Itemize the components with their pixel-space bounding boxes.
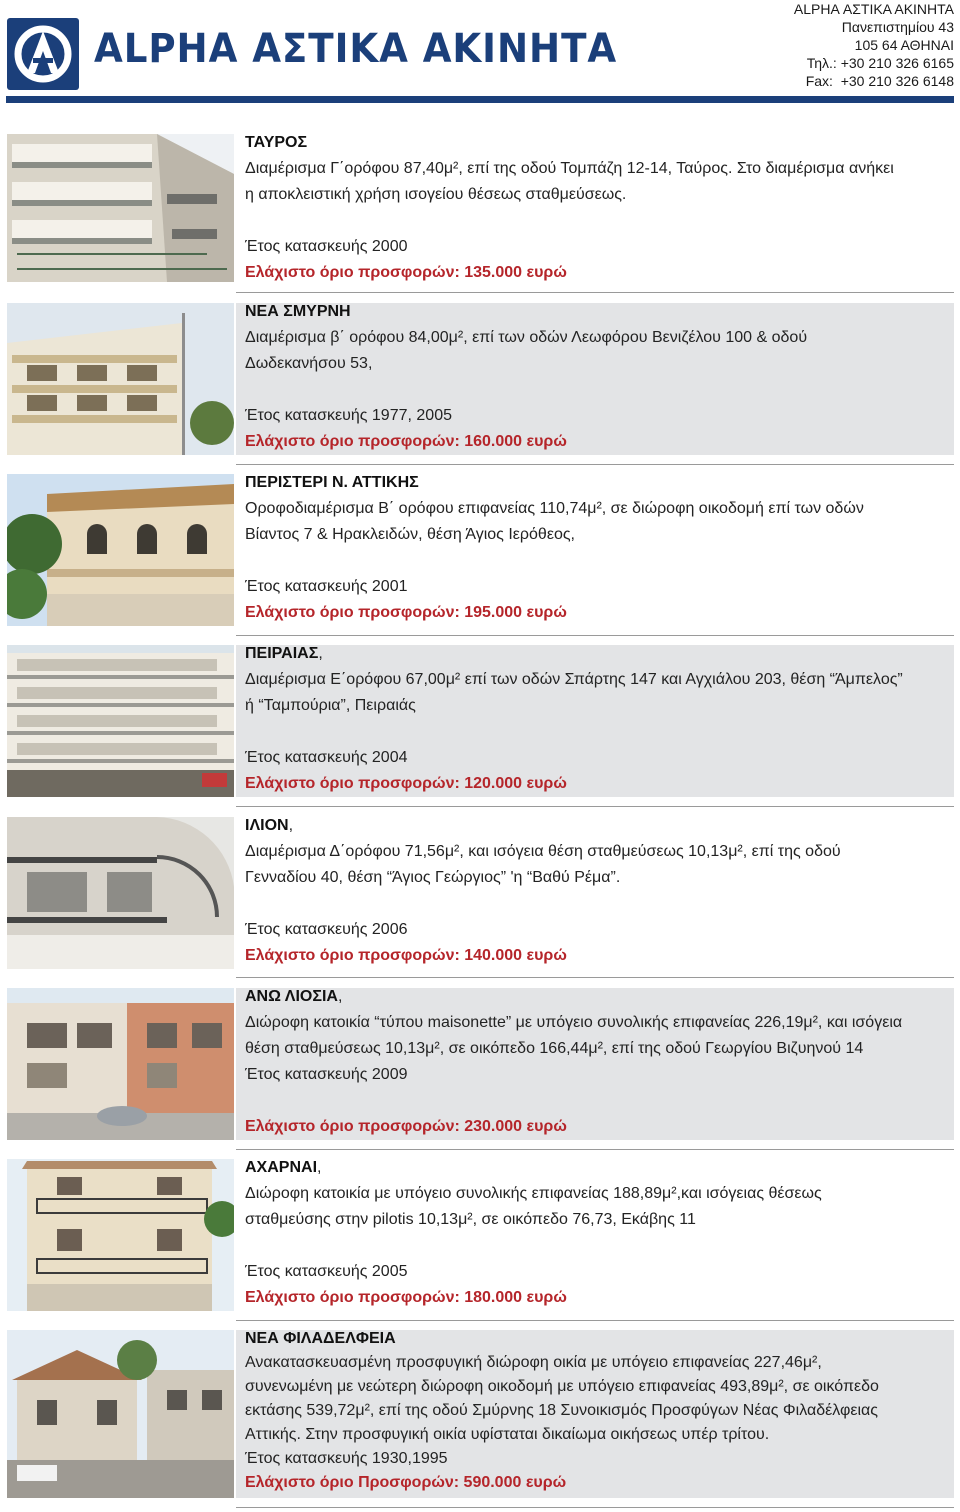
property-photo (7, 645, 234, 797)
contact-block (794, 0, 954, 90)
listing-description-line: Βίαντος 7 & Ηρακλειδών, θέση Άγιος Ιερόθεος, (245, 526, 575, 543)
listing-year: Έτος κατασκευής 1977, 2005 (245, 407, 452, 424)
property-photo (7, 817, 234, 969)
listing-description-line: Δωδεκανήσου 53, (245, 355, 373, 372)
listing-description-line: Διαμέρισμα Ε΄ορόφου 67,00μ² επί των οδών Σπάρτης 147 και Αγχιάλου 203, θέση “Άμπελος” (245, 671, 903, 688)
listing-description-line: Διώροφη κατοικία με υπόγειο συνολικής επιφανείας 188,89μ²,και ισόγειας θέσεως (245, 1185, 822, 1202)
listing-divider (236, 806, 954, 807)
property-photo (7, 988, 234, 1140)
listing-description-line: Οροφοδιαμέρισμα Β΄ ορόφου επιφανείας 110,74μ², σε διώροφη οικοδομή επί των οδών (245, 500, 864, 517)
listing-year: Έτος κατασκευής 1930,1995 (245, 1450, 448, 1467)
listing-year: Έτος κατασκευής 2001 (245, 578, 408, 595)
property-photo (7, 134, 234, 282)
property-photo (7, 303, 234, 455)
property-photo (7, 1159, 234, 1311)
listing-description-line: εκτάσης 539,72μ², επί της οδού Σμύρνης 18 Συνοικισμός Προσφύγων Νέας Φιλαδέλφειας (245, 1402, 878, 1419)
contact-company: ALPHA ΑΣΤΙΚΑ ΑΚΙΝΗΤΑ (793, 1, 954, 17)
listing-year: Έτος κατασκευής 2004 (245, 749, 408, 766)
alpha-logo-icon (7, 18, 79, 90)
listing-title-suffix: , (337, 988, 343, 1005)
listing-min-price: Ελάχιστο όριο προσφορών: 140.000 ευρώ (245, 947, 567, 964)
listing-description-line: Γενναδίου 40, θέση “Άγιος Γεώργιος” 'η “Βαθύ Ρέμα”. (245, 869, 621, 886)
listing-divider (236, 977, 954, 978)
listing-description-line: Διαμέρισμα β΄ ορόφου 84,00μ², επί των οδών Λεωφόρου Βενιζέλου 100 & οδού (245, 329, 808, 346)
property-photo (7, 474, 234, 626)
listing-title: ΙΛΙΟΝ (245, 817, 289, 834)
listing-title-suffix: , (317, 1159, 322, 1176)
listing-year: Έτος κατασκευής 2005 (245, 1263, 408, 1280)
contact-address: Πανεπιστημίου 43 (841, 19, 954, 35)
listing-min-price: Ελάχιστο όριο προσφορών: 160.000 ευρώ (245, 433, 567, 450)
listing-title-suffix: , (288, 817, 294, 834)
listing-divider (236, 635, 954, 636)
listing-divider (236, 1320, 954, 1321)
listing-description-line: η αποκλειστική χρήση ισογείου θέσεως σταθμεύσεως. (245, 186, 627, 203)
contact-fax: Fax: +30 210 326 6148 (805, 73, 954, 89)
listing-title: ΑΝΩ ΛΙΟΣΙΑ (245, 988, 338, 1005)
listing-description-line: ή “Ταμπούρια”, Πειραιάς (245, 697, 416, 714)
contact-city: 105 64 ΑΘΗΝΑΙ (854, 37, 954, 53)
contact-phone: Τηλ.: +30 210 326 6165 (806, 55, 954, 71)
listing-description-line: Διαμέρισμα Γ΄ορόφου 87,40μ², επί της οδού Τομπάζη 12-14, Ταύρος. Στο διαμέρισμα ανήκει (245, 160, 894, 177)
page-header (0, 0, 960, 106)
property-photo (7, 1330, 234, 1498)
listing-min-price: Ελάχιστο όριο Προσφορών: 590.000 ευρώ (245, 1474, 567, 1491)
listing-title: ΠΕΡΙΣΤΕΡΙ Ν. ΑΤΤΙΚΗΣ (245, 474, 419, 491)
listing-description-line: Αττικής. Στην προσφυγική οικία υφίσταται δικαίωμα οικήσεως υπέρ τρίτου. (245, 1426, 770, 1443)
listing-title: ΝΕΑ ΣΜΥΡΝΗ (245, 303, 351, 320)
listing-description-line: θέση σταθμεύσεως 10,13μ², σε οικόπεδο 166,44μ², επί της οδού Γεωργίου Βιζυηνού 14 (245, 1040, 864, 1057)
listing-min-price: Ελάχιστο όριο προσφορών: 195.000 ευρώ (245, 604, 567, 621)
listing-divider (236, 464, 954, 465)
listing-description-line: σταθμεύσης στην pilotis 10,13μ², σε οικόπεδο 76,73, Εκάβης 11 (245, 1211, 696, 1228)
listing-description-line: Διώροφη κατοικία “τύπου maisonette” με υπόγειο συνολικής επιφανείας 226,19μ², και ισόγεια (245, 1014, 903, 1031)
listing-min-price: Ελάχιστο όριο προσφορών: 230.000 ευρώ (245, 1118, 567, 1135)
listing-description-line: Διαμέρισμα Δ΄ορόφου 71,56μ², και ισόγεια θέση σταθμεύσεως 10,13μ², επί της οδού (245, 843, 841, 860)
listing-title: ΠΕΙΡΑΙΑΣ (245, 645, 319, 662)
company-logo-text: ALPHA ΑΣΤΙΚΑ ΑΚΙΝΗΤΑ (94, 26, 618, 72)
listing-min-price: Ελάχιστο όριο προσφορών: 180.000 ευρώ (245, 1289, 567, 1306)
listing-title: ΤΑΥΡΟΣ (245, 134, 308, 151)
listing-min-price: Ελάχιστο όριο προσφορών: 135.000 ευρώ (245, 264, 567, 281)
listing-divider (236, 292, 954, 293)
listing-divider (236, 1149, 954, 1150)
listing-min-price: Ελάχιστο όριο προσφορών: 120.000 ευρώ (245, 775, 567, 792)
listing-title: ΝΕΑ ΦΙΛΑΔΕΛΦΕΙΑ (245, 1330, 396, 1347)
listing-year: Έτος κατασκευής 2006 (245, 921, 408, 938)
listing-divider (236, 1507, 954, 1508)
listing-title: ΑΧΑΡΝΑΙ (245, 1159, 318, 1176)
listing-title-suffix: , (318, 645, 323, 662)
listing-description-line: συνενωμένη με νεώτερη διώροφη οικοδομή με υπόγειο επιφανείας 493,89μ², σε οικόπεδο (245, 1378, 879, 1395)
listing-year: Έτος κατασκευής 2009 (245, 1066, 408, 1083)
listing-description-line: Ανακατασκευασμένη προσφυγική διώροφη οικία με υπόγειο επιφανείας 227,46μ², (245, 1354, 822, 1371)
header-divider-bar (6, 96, 954, 103)
listing-year: Έτος κατασκευής 2000 (245, 238, 408, 255)
